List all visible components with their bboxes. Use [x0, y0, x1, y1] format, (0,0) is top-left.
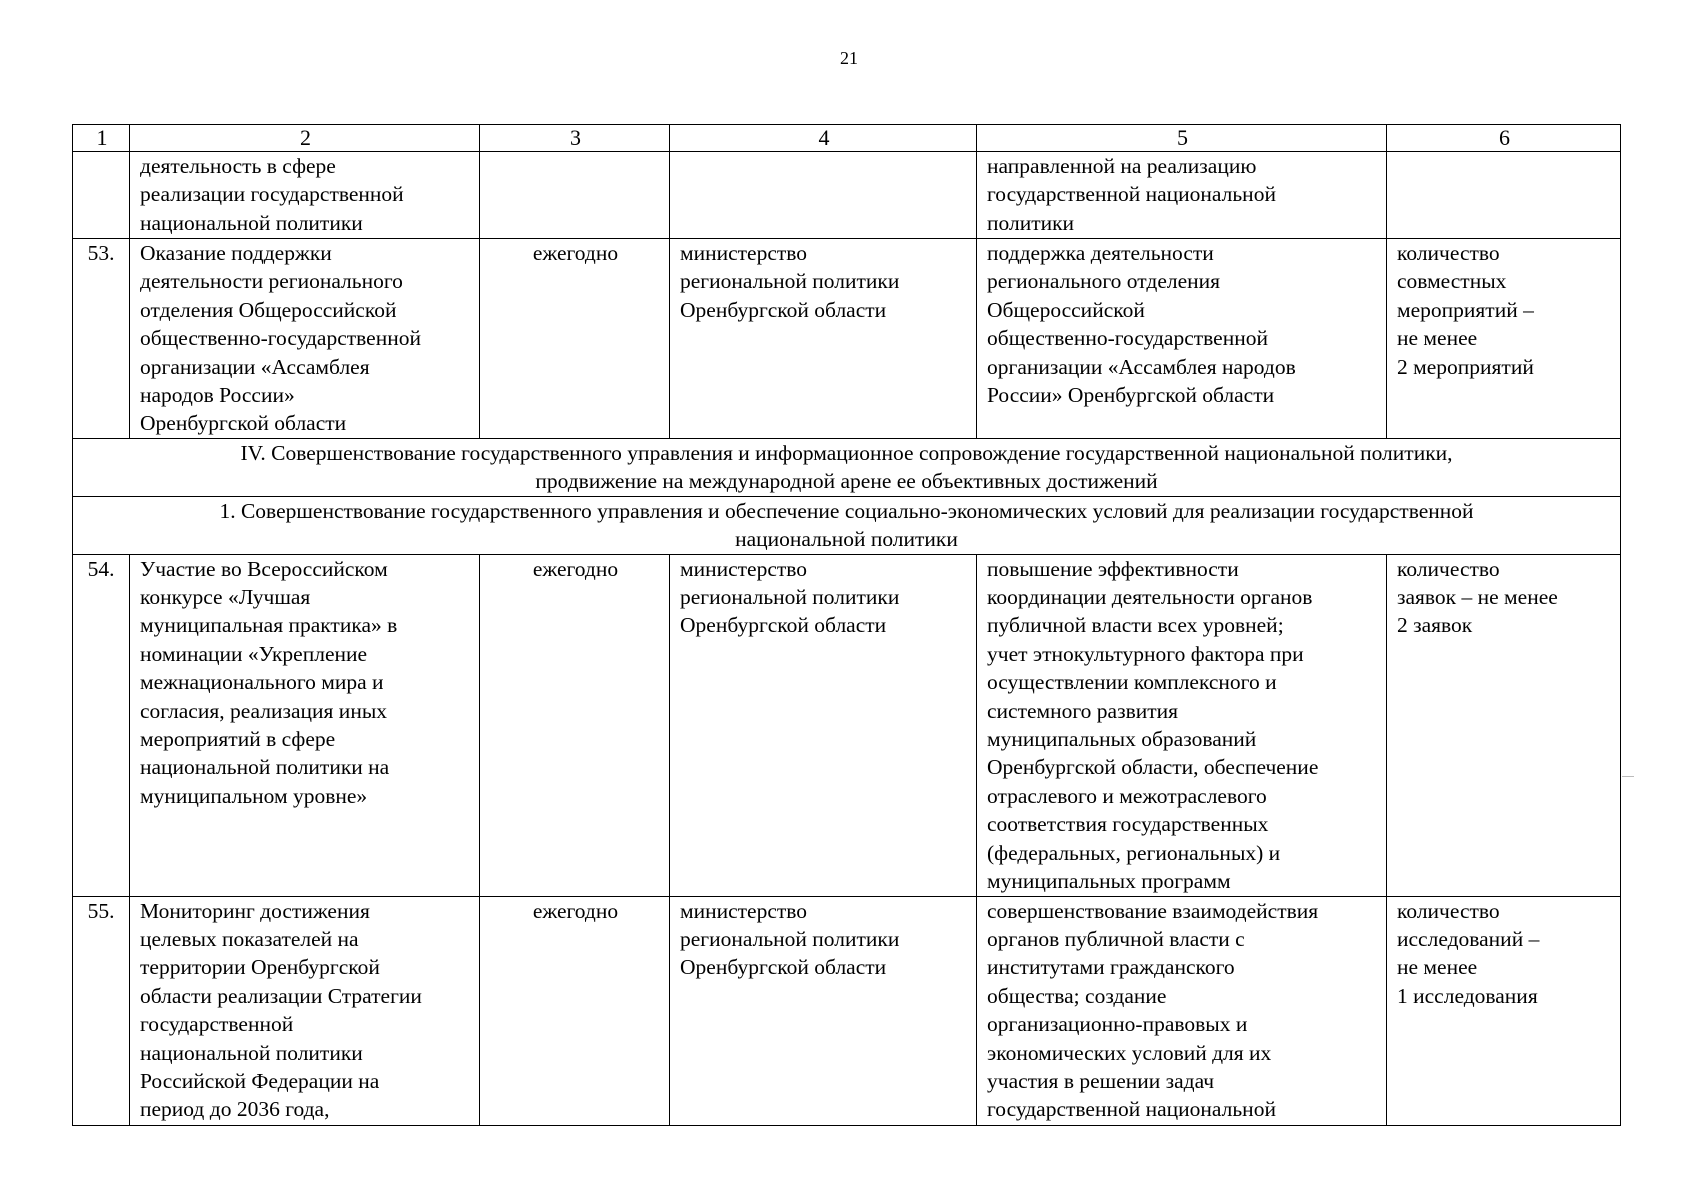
measure-cell: Мониторинг достижения целевых показателей на территории Оренбургской области реализации Стратегии государственной национальной политики Российской Федерации на период до 2036 года,: [130, 896, 480, 1125]
subsection-heading-row: [73, 496, 1621, 554]
measure-cell: Участие во Всероссийском конкурсе «Лучшая муниципальная практика» в номинации «Укрепление межнационального мира и согласия, реализация иных мероприятий в сфере национальной политики на муниципальном уровне»: [130, 554, 480, 896]
measure-cell: Оказание поддержки деятельности регионального отделения Общероссийской общественно-государственной организации «Ассамблея народов России» Оренбургской области: [130, 239, 480, 439]
indicator-cell: количество совместных мероприятий – не менее 2 мероприятий: [1387, 239, 1621, 439]
indicator-cell: количество заявок – не менее 2 заявок: [1387, 554, 1621, 896]
period-cell: ежегодно: [480, 896, 670, 1125]
executor-cell: министерство региональной политики Оренбургской области: [670, 554, 977, 896]
page-number: 21: [840, 48, 858, 68]
period-cell: ежегодно: [480, 554, 670, 896]
column-header: 5: [977, 125, 1387, 152]
table-header-row: [73, 125, 1621, 152]
result-cell: повышение эффективности координации деятельности органов публичной власти всех уровней; учет этнокультурного фактора при осуществлении комплексного и системного развития муниципальных образований Оренбургской области, обеспечение отраслевого и межотраслевого соответствия государственных (федеральных, региональных) и муниципальных программ: [977, 554, 1387, 896]
result-cell: направленной на реализацию государственной национальной политики: [977, 152, 1387, 239]
column-header: 6: [1387, 125, 1621, 152]
row-number: 54.: [73, 554, 130, 896]
executor-cell: министерство региональной политики Оренбургской области: [670, 239, 977, 439]
indicator-cell: количество исследований – не менее 1 исследования: [1387, 896, 1621, 1125]
column-header: 1: [73, 125, 130, 152]
column-header: 4: [670, 125, 977, 152]
executor-cell: [670, 152, 977, 239]
row-number: 53.: [73, 239, 130, 439]
row-number: 55.: [73, 896, 130, 1125]
row-number: [73, 152, 130, 239]
period-cell: ежегодно: [480, 239, 670, 439]
column-header: 2: [130, 125, 480, 152]
section-heading: IV. Совершенствование государственного управления и информационное сопровождение государственной национальной политики, продвижение на международной арене ее объективных достижений: [73, 439, 1621, 497]
indicator-cell: [1387, 152, 1621, 239]
measures-table: [72, 124, 1621, 1126]
result-cell: совершенствование взаимодействия органов публичной власти с институтами гражданского общества; создание организационно-правовых и экономических условий для их участия в решении задач государственной национальной: [977, 896, 1387, 1125]
result-cell: поддержка деятельности регионального отделения Общероссийской общественно-государственной организации «Ассамблея народов России» Оренбургской области: [977, 239, 1387, 439]
executor-cell: министерство региональной политики Оренбургской области: [670, 896, 977, 1125]
section-heading-row: [73, 439, 1621, 497]
margin-mark: [1622, 776, 1634, 777]
table-row: [73, 554, 1621, 896]
table-row: [73, 896, 1621, 1125]
period-cell: [480, 152, 670, 239]
measure-cell: деятельность в сфере реализации государственной национальной политики: [130, 152, 480, 239]
table-row: [73, 152, 1621, 239]
column-header: 3: [480, 125, 670, 152]
subsection-heading: 1. Совершенствование государственного управления и обеспечение социально-экономических условий для реализации государственной национальной политики: [73, 496, 1621, 554]
table-row: [73, 239, 1621, 439]
